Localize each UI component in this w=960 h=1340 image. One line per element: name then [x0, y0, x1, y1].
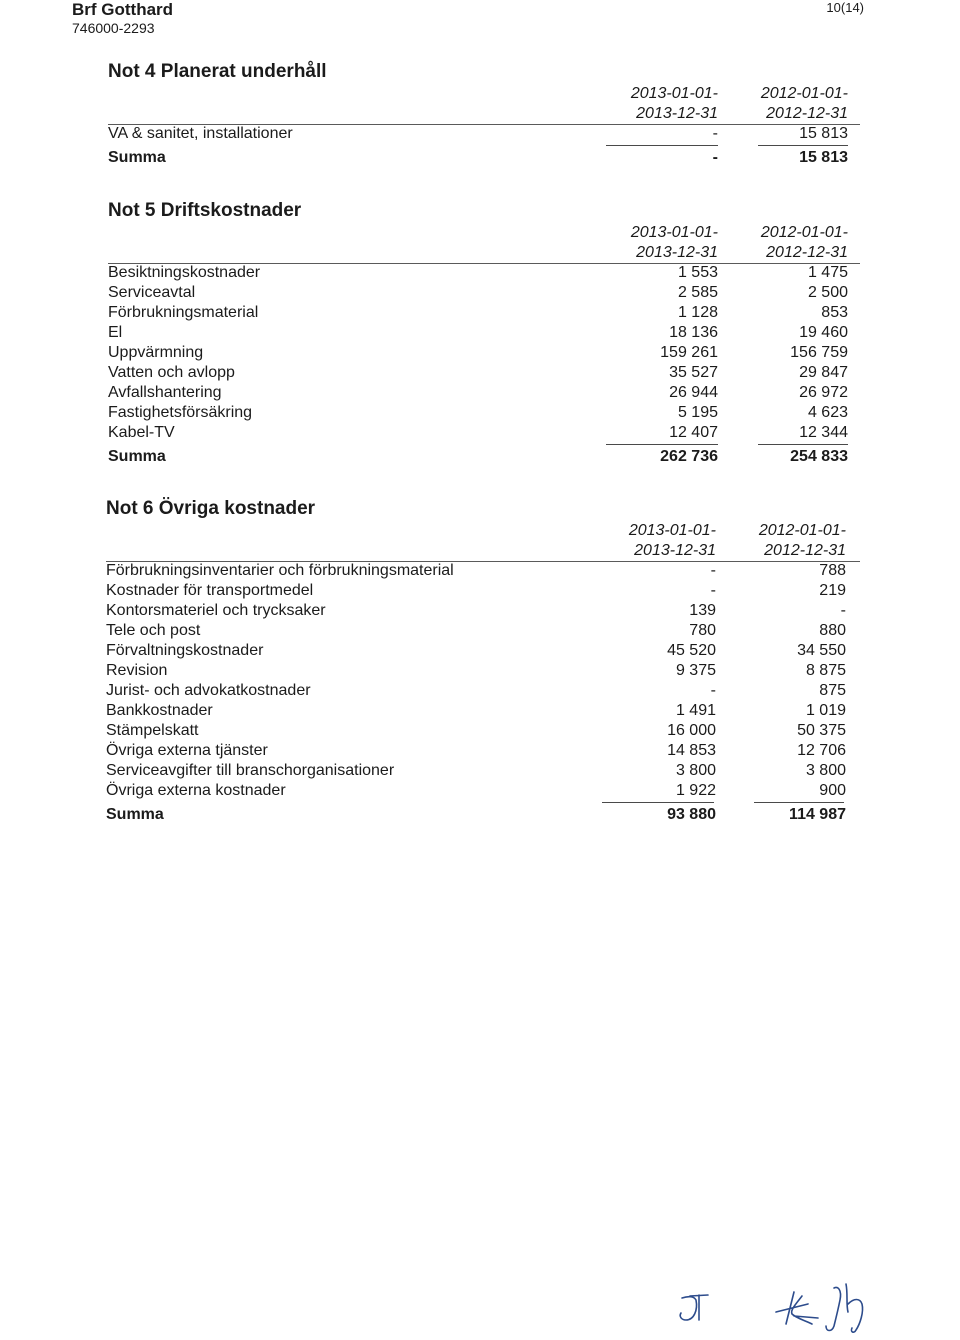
row-value-2012: 8 875 [805, 662, 846, 679]
note-4-rows [108, 124, 868, 144]
row-value-2013: 5 195 [677, 404, 718, 421]
table-row [108, 323, 868, 343]
row-value-2012: 1 019 [805, 702, 846, 719]
row-value-2013: 780 [689, 622, 716, 639]
table-row [106, 701, 866, 721]
row-value-2012: 12 706 [797, 742, 846, 759]
note-6-title: Not 6 Övriga kostnader [106, 498, 316, 519]
row-label: Övriga externa kostnader [106, 782, 286, 799]
row-label: Avfallshantering [108, 384, 222, 401]
column-header-2012-start: 2012-01-01- [760, 85, 848, 102]
row-label: Förbrukningsmaterial [108, 304, 259, 321]
sum-2012: 114 987 [789, 806, 846, 823]
row-label: Serviceavtal [108, 284, 196, 301]
table-row [108, 423, 868, 443]
sum-underline-2012 [754, 802, 844, 803]
page-number: 10(14) [826, 0, 864, 15]
sum-underline-2013 [602, 802, 714, 803]
column-header-2012-end: 2012-12-31 [764, 542, 846, 559]
row-value-2012: 900 [819, 782, 846, 799]
table-row [108, 343, 868, 363]
row-value-2012: 2 500 [807, 284, 848, 301]
note-5-title: Not 5 Driftskostnader [108, 200, 302, 221]
row-label: Förbrukningsinventarier och förbrukningsmaterial [106, 562, 454, 579]
row-label: Kostnader för transportmedel [106, 582, 314, 599]
note-5-sum-row [108, 447, 868, 467]
sum-2013: 93 880 [667, 806, 716, 823]
column-header-2012-start: 2012-01-01- [760, 224, 848, 241]
row-value-2013: 35 527 [669, 364, 718, 381]
row-value-2013: 45 520 [667, 642, 716, 659]
row-value-2013: 3 800 [675, 762, 716, 779]
row-label: Besiktningskostnader [108, 264, 261, 281]
organization-number: 746000-2293 [72, 20, 155, 36]
row-label: Bankkostnader [106, 702, 213, 719]
row-value-2013: - [712, 125, 718, 142]
sum-underline-2013 [606, 444, 718, 445]
row-value-2012: 3 800 [805, 762, 846, 779]
column-header-2012 [686, 521, 846, 561]
sum-underline-2012 [758, 145, 848, 146]
row-label: Stämpelskatt [106, 722, 199, 739]
row-value-2012: - [840, 602, 846, 619]
row-value-2013: 9 375 [675, 662, 716, 679]
row-value-2013: 1 553 [677, 264, 718, 281]
sum-label: Summa [106, 806, 164, 823]
row-label: Förvaltningskostnader [106, 642, 264, 659]
row-value-2013: 18 136 [669, 324, 718, 341]
initials-jt-signature [680, 1295, 708, 1320]
note-5-section [108, 199, 868, 467]
row-value-2013: - [710, 682, 716, 699]
table-row [108, 283, 868, 303]
table-row [106, 581, 866, 601]
row-label: Kontorsmateriel och trycksaker [106, 602, 326, 619]
row-value-2013: 1 922 [675, 782, 716, 799]
row-label: Vatten och avlopp [108, 364, 235, 381]
page-header [72, 0, 173, 37]
column-header-2013-start: 2013-01-01- [628, 522, 716, 539]
column-header-2013-start: 2013-01-01- [630, 224, 718, 241]
row-value-2012: 50 375 [797, 722, 846, 739]
initials-kk-signature [776, 1292, 818, 1324]
row-label: Jurist- och advokatkostnader [106, 682, 311, 699]
row-value-2012: 219 [819, 582, 846, 599]
row-label: Serviceavgifter till branschorganisationer [106, 762, 395, 779]
table-row [108, 403, 868, 423]
note-6-sum-row [106, 805, 866, 825]
row-value-2012: 29 847 [799, 364, 848, 381]
organization-name: Brf Gotthard [72, 0, 174, 19]
row-value-2012: 19 460 [799, 324, 848, 341]
note-5-rows [108, 263, 868, 443]
column-header-2012 [688, 223, 848, 263]
table-row [106, 601, 866, 621]
note-6-rows [106, 561, 866, 801]
row-label: Kabel-TV [108, 424, 175, 441]
row-value-2013: 2 585 [677, 284, 718, 301]
table-row [108, 383, 868, 403]
row-value-2013: 14 853 [667, 742, 716, 759]
table-row [106, 681, 866, 701]
row-value-2013: 16 000 [667, 722, 716, 739]
row-value-2012: 875 [819, 682, 846, 699]
row-value-2012: 4 623 [807, 404, 848, 421]
handwritten-initials-signature [668, 1268, 888, 1338]
sum-label: Summa [108, 448, 166, 465]
table-row [108, 303, 868, 323]
row-value-2012: 12 344 [799, 424, 848, 441]
column-header-2013-end: 2013-12-31 [636, 244, 718, 261]
row-value-2013: 159 261 [660, 344, 718, 361]
row-value-2012: 1 475 [807, 264, 848, 281]
column-header-2013-end: 2013-12-31 [636, 105, 718, 122]
column-header-2013-start: 2013-01-01- [630, 85, 718, 102]
row-value-2012: 15 813 [799, 125, 848, 142]
column-header-2012 [688, 84, 848, 124]
table-row [106, 561, 866, 581]
note-4-column-headers [108, 84, 868, 124]
sum-underline-2013 [606, 145, 718, 146]
row-label: Uppvärmning [108, 344, 204, 361]
table-row [106, 661, 866, 681]
row-value-2012: 853 [821, 304, 848, 321]
row-value-2013: 26 944 [669, 384, 718, 401]
initials-jh-signature [826, 1284, 863, 1332]
column-header-2012-end: 2012-12-31 [766, 244, 848, 261]
table-row [106, 781, 866, 801]
note-4-title: Not 4 Planerat underhåll [108, 61, 327, 82]
table-row [108, 124, 868, 144]
row-value-2012: 26 972 [799, 384, 848, 401]
table-row [106, 721, 866, 741]
row-label: Tele och post [106, 622, 201, 639]
row-value-2013: - [710, 582, 716, 599]
sum-2012: 254 833 [790, 448, 848, 465]
row-label: Revision [106, 662, 168, 679]
row-value-2013: 1 128 [677, 304, 718, 321]
note-5-column-headers [108, 223, 868, 263]
row-value-2012: 788 [819, 562, 846, 579]
table-row [106, 621, 866, 641]
note-4-section [108, 60, 868, 168]
sum-label: Summa [108, 149, 166, 166]
column-header-2013-end: 2013-12-31 [634, 542, 716, 559]
table-row [108, 363, 868, 383]
row-value-2013: - [710, 562, 716, 579]
note-6-section [106, 497, 866, 825]
sum-2012: 15 813 [799, 149, 848, 166]
note-6-column-headers [106, 521, 866, 561]
row-label: VA & sanitet, installationer [108, 125, 293, 142]
row-value-2012: 156 759 [790, 344, 848, 361]
column-header-2012-end: 2012-12-31 [766, 105, 848, 122]
table-row [108, 263, 868, 283]
table-row [106, 761, 866, 781]
table-row [106, 641, 866, 661]
row-label: Övriga externa tjänster [106, 742, 268, 759]
row-value-2012: 880 [819, 622, 846, 639]
column-header-2012-start: 2012-01-01- [758, 522, 846, 539]
row-label: El [108, 324, 123, 341]
sum-2013: - [712, 149, 718, 166]
table-row [106, 741, 866, 761]
sum-2013: 262 736 [660, 448, 718, 465]
row-value-2013: 139 [689, 602, 716, 619]
row-value-2012: 34 550 [797, 642, 846, 659]
row-label: Fastighetsförsäkring [108, 404, 253, 421]
sum-underline-2012 [758, 444, 848, 445]
row-value-2013: 1 491 [675, 702, 716, 719]
note-4-sum-row [108, 148, 868, 168]
row-value-2013: 12 407 [669, 424, 718, 441]
